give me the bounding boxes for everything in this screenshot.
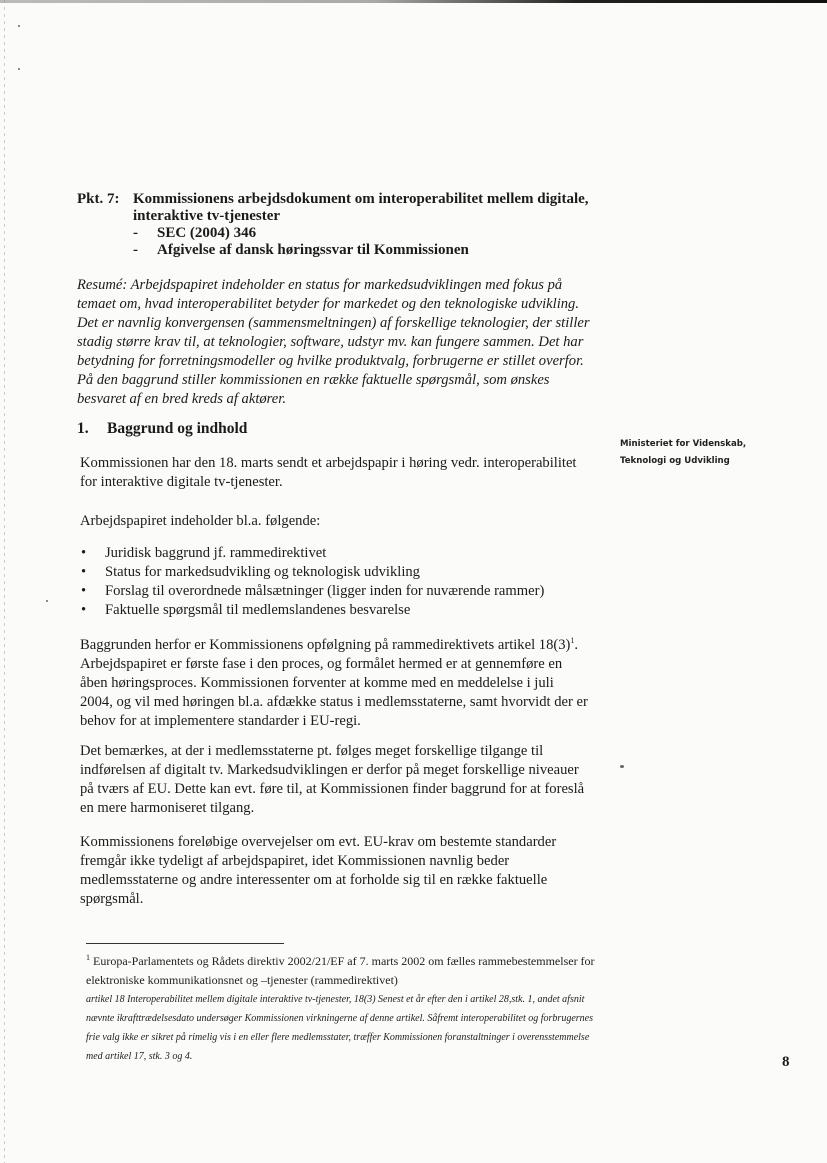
footnote — [86, 952, 596, 1066]
ministry-sidebar — [620, 436, 800, 470]
ministry-name-line2: Teknologi og Udvikling — [620, 456, 730, 466]
body-paragraph-5: Kommissionens foreløbige overvejelser om evt. EU-krav om bestemte standarder fremgår ikke tydeligt af arbejdspapiret, idet Kommissionen navnlig beder medlemsstaterne og andre interessenter om at forholde sig til en række faktuelle spørgsmål. — [80, 834, 557, 907]
resume-paragraph: Resumé: Arbejdspapiret indeholder en status for markedsudviklingen med fokus på temaet om, hvad interoperabilitet betyder for markedet og den teknologiske udvikling. Det er navnlig konvergensen (sammensmeltningen) af forskellige teknologier, der stiller stadig større krav til, at teknologier, software, udstyr mv. kan fungere sammen. Det har betydning for forretningsmodeller og hvilke produktvalg, forbrugerne er stillet overfor. På den baggrund stiller kommissionen en række faktuelle spørgsmål, som ønskes besvaret af en bred kreds af aktører. — [77, 277, 590, 407]
section-number: 1. — [77, 420, 89, 437]
section-title: Baggrund og indhold — [107, 420, 248, 437]
page-number: 8 — [782, 1054, 790, 1070]
body-paragraph-4: Det bemærkes, at der i medlemsstaterne pt. følges meget forskellige tilgange til indførelsen af digitalt tv. Markedsudviklingen er derfor på meget forskellige niveauer på tværs af EU. Dette kan evt. føre til, at Kommissionen finder baggrund for at foreslå en mere harmoniseret tilgang. — [80, 743, 585, 816]
dash-marker: - — [133, 242, 138, 258]
body-paragraph-3 — [80, 636, 590, 731]
agenda-subitem-text: Afgivelse af dansk høringssvar til Kommissionen — [157, 242, 469, 258]
footnote-text: Europa-Parlamentets og Rådets direktiv 2002/21/EF af 7. marts 2002 om fælles rammebestemmelser for elektroniske kommunikationsnet og –tjenester (rammedirektivet) — [86, 954, 595, 987]
dash-marker: - — [133, 225, 138, 241]
paragraph-text: . Arbejdspapiret er første fase i den proces, og formålet hermed er at gennemføre en åben høringsproces. Kommissionen forventer at komme med en meddelelse i juli 2004, og vil med høringen bl.a. afdække status i medlemsstaterne, samt hvorvidt der er behov for at implementere standarder i EU-regi. — [80, 637, 588, 729]
scan-speck — [18, 68, 20, 70]
scan-left-edge — [4, 0, 5, 1163]
bullet-item: • Forslag til overordnede målsætninger (ligger inden for nuværende rammer) — [80, 582, 600, 601]
ministry-name-line1: Ministeriet for Videnskab, — [620, 439, 747, 449]
scan-speck — [46, 600, 48, 602]
section-heading — [77, 420, 247, 438]
agenda-subitem — [133, 242, 597, 259]
agenda-item-title: Kommissionens arbejdsdokument om interoperabilitet mellem digitale, interaktive tv-tjenester — [133, 191, 589, 224]
bullet-item: • Juridisk baggrund jf. rammedirektivet — [80, 544, 600, 563]
body-paragraph-1: Kommissionen har den 18. marts sendt et arbejdspapir i høring vedr. interoperabilitet for interaktive digitale tv-tjenester. — [80, 455, 577, 490]
scan-top-edge — [0, 0, 827, 3]
footnote-mark: 1 — [86, 953, 90, 962]
bullet-item: • Status for markedsudvikling og teknologisk udvikling — [80, 563, 600, 582]
footnote-italic-text: artikel 18 Interoperabilitet mellem digitale interaktive tv-tjenester, 18(3) Senest et år efter den i artikel 28,stk. 1, andet afsnit nævnte ikrafttrædelsesdato undersøger Kommissionen virkningerne af denne artikel. Såfremt interoperabilitet og forbrugernes frie valg ikke er sikret på rimelig vis i en eller flere medlemsstater, træffer Kommissionen foranstaltninger i overensstemmelse med artikel 17, stk. 3 og 4. — [86, 994, 593, 1062]
footnote-divider — [86, 943, 284, 944]
body-paragraph-2: Arbejdspapiret indeholder bl.a. følgende: — [80, 513, 321, 529]
agenda-subitem-text: SEC (2004) 346 — [157, 225, 257, 241]
scan-speck — [620, 765, 624, 768]
paragraph-text: Baggrunden herfor er Kommissionens opfølgning på rammedirektivets artikel 18(3) — [80, 637, 571, 653]
bullet-list — [80, 544, 600, 620]
agenda-subitem — [133, 225, 597, 242]
scan-speck — [18, 25, 20, 27]
footnote-reference: 1 — [570, 636, 575, 646]
bullet-item: • Faktuelle spørgsmål til medlemslandenes besvarelse — [80, 601, 600, 620]
agenda-item-label: Pkt. 7: — [77, 191, 120, 207]
agenda-heading — [77, 191, 597, 259]
